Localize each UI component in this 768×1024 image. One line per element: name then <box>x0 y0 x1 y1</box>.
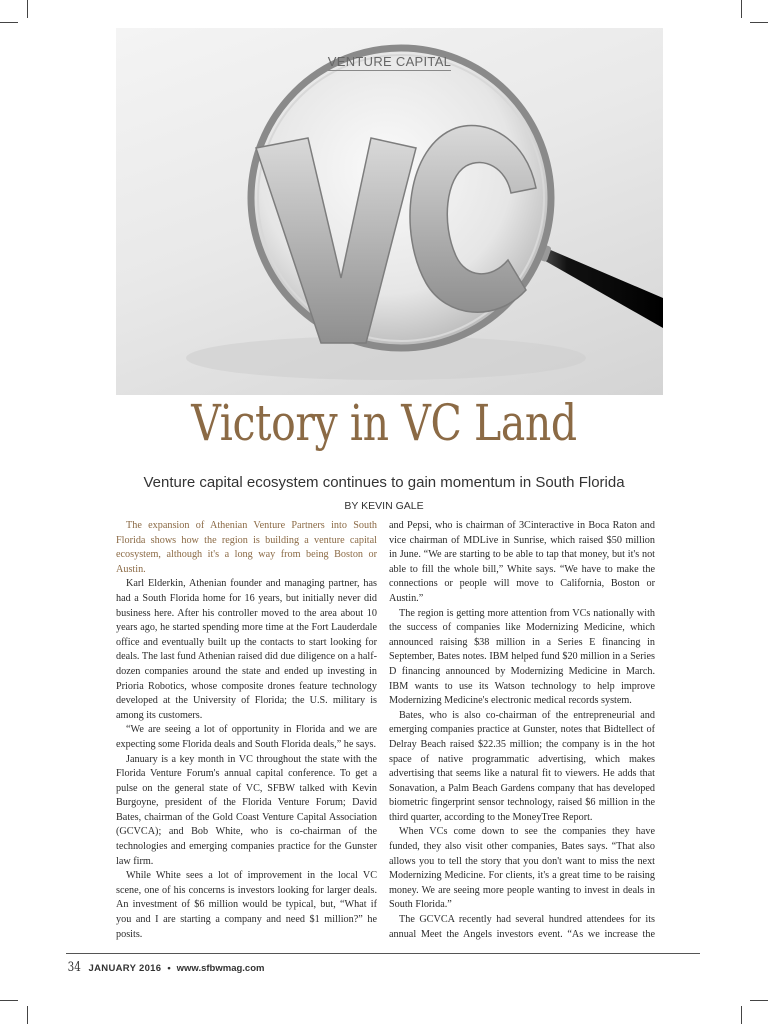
body-paragraph: The region is getting more attention from VCs nationally with the success of companies like Modernizing Medicine, which announced raising $38 million in a Series E financing in September, Bates notes. IBM helped fund $20 million in a Series D financing announced by Modernizing Medicine in March. IBM wants to use its Watson technology to help improve Modernizing Medicine's electronic medical records system. <box>389 607 655 707</box>
article-column-left <box>116 519 377 943</box>
body-paragraph: While White sees a lot of improvement in the local VC scene, one of his concerns is investors looking for larger deals. An investment of $6 million would be typical, but, “What if you and I are starting a company and need $1 million?” he posits. <box>116 870 377 940</box>
article-title: Victory in VC Land <box>191 394 577 452</box>
body-paragraph: January is a key month in VC throughout the state with the Florida Venture Forum's annual capital conference. To get a pulse on the general state of VC, SFBW talked with Kevin Burgoyne, president of the Florida Venture Forum; David Bates, chairman of the Gold Coast Venture Capital Association (GCVCA); and Bob White, who is co-chairman of the technologies and emerging companies practice for the Gunster law firm. <box>116 753 377 867</box>
hero-image <box>116 28 663 395</box>
crop-mark <box>27 1006 28 1024</box>
crop-mark <box>741 0 742 18</box>
website-link[interactable]: www.sfbwmag.com <box>176 963 265 974</box>
magnifying-glass-illustration <box>116 28 663 395</box>
body-paragraph: and Pepsi, who is chairman of 3Cinteractive in Boca Raton and vice chairman of MDLive in Sunrise, which raised $50 million in June. “We are starting to be able to tap that money, but it's not able to fill the whole bill,” White says. “We have to make the connections or people will move to California, Boston or Austin.” <box>389 520 655 604</box>
crop-mark <box>27 0 28 18</box>
crop-mark <box>750 22 768 23</box>
section-label-text: VENTURE CAPITAL <box>327 54 452 69</box>
body-paragraph <box>116 942 377 943</box>
body-paragraph: Bates, who is also co-chairman of the entrepreneurial and emerging companies practice at Gunster, notes that Bidtellect of Delray Beach raised $22.35 million; the company is in the hot space of native programmatic advertising, which makes advertising that seems like a natural fit to viewers. He adds that Sonavation, a Palm Beach Gardens company that has developed biometric fingerprint sensor technology, raised $6 million in the third quarter, according to the MoneyTree Report. <box>389 709 655 823</box>
crop-mark <box>741 1006 742 1024</box>
page-number: 34 <box>67 960 81 975</box>
crop-mark <box>0 1000 18 1001</box>
article-subtitle: Venture capital ecosystem continues to gain momentum in South Florida <box>143 474 625 491</box>
article-column-right <box>389 519 655 943</box>
issue-date: JANUARY 2016 <box>88 963 162 974</box>
body-paragraph: “We are seeing a lot of opportunity in Florida and we are expecting some Florida deals and South Florida deals,” he says. <box>116 724 377 750</box>
byline: BY KEVIN GALE <box>344 500 424 512</box>
footer-rule <box>66 953 700 954</box>
lead-paragraph: The expansion of Athenian Venture Partners into South Florida shows how the region is building a venture capital ecosystem, although it's a long way from being Boston or Austin. <box>116 520 377 575</box>
footer-separator: • <box>167 963 171 974</box>
section-label <box>116 54 663 69</box>
page-footer <box>66 960 264 975</box>
crop-mark <box>750 1000 768 1001</box>
body-paragraph: When VCs come down to see the companies they have funded, they also visit other companies, Bates says. “That also allows you to tell the story that you don't want to miss the next Modernizing Medicine. For clients, it's a great time to be raising money. We are seeing more people wanting to invest in deals in South Florida.” <box>389 826 655 911</box>
body-paragraph: The GCVCA recently had several hundred attendees for its annual Meet the Angels investors event. “As we increase the <box>389 914 655 940</box>
crop-mark <box>0 22 18 23</box>
body-paragraph: Karl Elderkin, Athenian founder and managing partner, has had a South Florida home for 16 years, but initially never did business here. After his controller moved to the area about 10 years ago, he started spending more time at the Fort Lauderdale office and eventually built up the contacts to start looking for deals. The last fund Athenian raised did due diligence on a half-dozen companies around the state and ended up investing in Prioria Robotics, whose composite drones feature technology developed at the University of Florida; the U.S. military is among its customers. <box>116 578 377 721</box>
